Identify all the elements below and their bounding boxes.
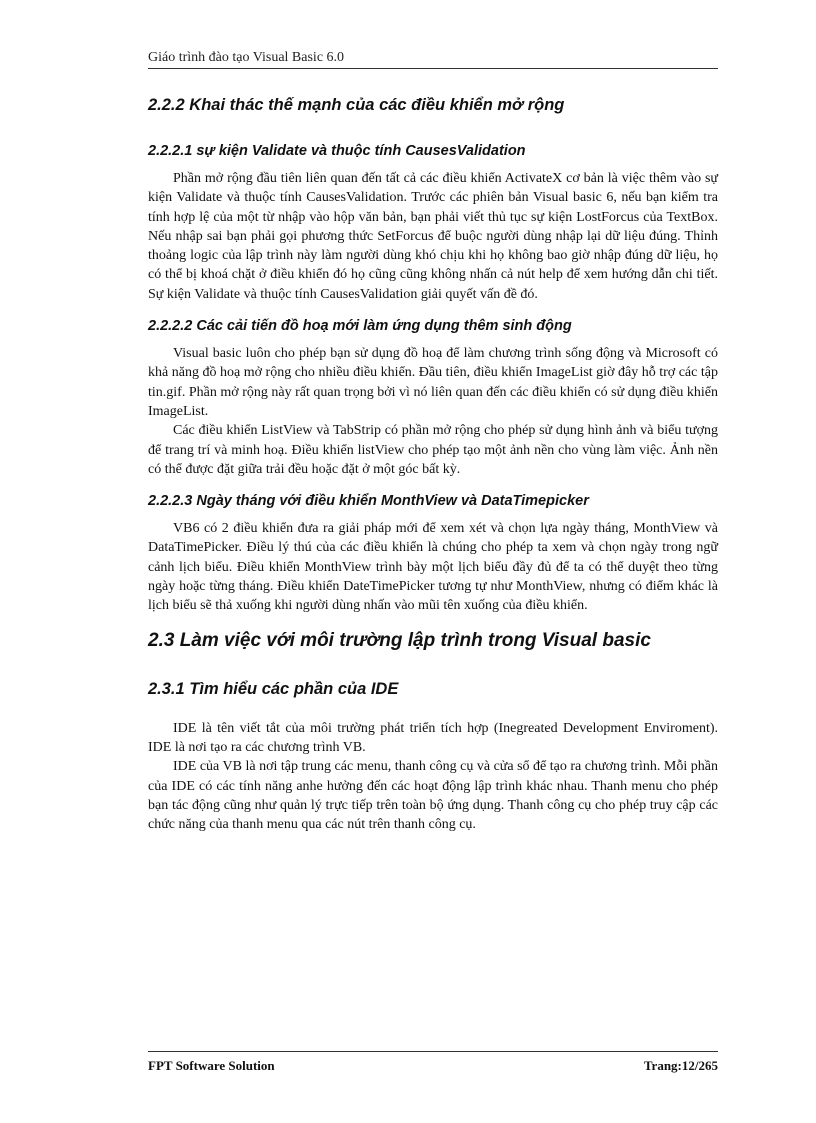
heading-2-2-2: 2.2.2 Khai thác thế mạnh của các điều khiển mở rộng — [148, 96, 565, 114]
footer-page-number: Trang:12/265 — [643, 1058, 718, 1073]
page-header: Giáo trình đào tạo Visual Basic 6.0 — [148, 50, 718, 69]
paragraph: IDE của VB là nơi tập trung các menu, thanh công cụ và cửa sổ để tạo ra chương trình. Mỗi phần của IDE có các tính năng anhe hưởng đến các hoạt động lập trình khác nhau. Thanh menu cho phép bạn tác động cũng như quản lý trực tiếp trên toàn bộ ứng dụng. Thanh công cụ cho phép truy cập các chức năng của thanh menu qua các nút trên thanh công cụ. — [148, 759, 718, 833]
paragraph: Visual basic luôn cho phép bạn sử dụng đồ hoạ để làm chương trình sống động và Microsoft có khả năng đồ hoạ mở rộng cho nhiều điều khiển. Đầu tiên, điều khiển ImageList giờ đây hỗ trợ các tập tin.gif. Phần mở rộng này rất quan trọng bởi vì nó liên quan đến các điều khiển có sử dụng điều khiển ImageList. — [148, 346, 718, 419]
paragraph: Phần mở rộng đầu tiên liên quan đến tất cả các điều khiển ActivateX cơ bản là việc thêm vào sự kiện Validate và thuộc tính CausesValidation. Trước các phiên bản Visual basic 6, nếu bạn kiểm tra tính hợp lệ của một từ nhập vào hộp văn bản, bạn phải viết thủ tục sự kiện LostForcus của TextBox. Nếu nhập sai bạn phải gọi phương thức SetForcus để buộc người dùng nhập lại dữ liệu đúng. Thỉnh thoảng logic của lập trình này làm người dùng khó chịu khi họ không bao giờ nhập đúng dữ liệu, họ có thể bị khoá chặt ở điều khiển đó họ cũng cũng không nhấn cả nút help để xem hướng dẫn chi tiết. Sự kiện Validate và thuộc tính CausesValidation giải quyết vấn đề đó. — [148, 171, 718, 302]
section-2-2-2-3 — [148, 493, 718, 615]
footer-company: FPT Software Solution — [148, 1058, 275, 1073]
page-content — [148, 96, 718, 848]
section-2-2-2-1 — [148, 143, 718, 304]
heading-2-3: 2.3 Làm việc với môi trường lập trình trong Visual basic — [148, 629, 651, 651]
heading-2-2-2-1: 2.2.2.1 sự kiện Validate và thuộc tính CausesValidation — [148, 143, 526, 159]
section-2-2-2-2 — [148, 318, 718, 479]
heading-2-3-1: 2.3.1 Tìm hiểu các phần của IDE — [148, 679, 399, 698]
heading-2-2-2-3: 2.2.2.3 Ngày tháng với điều khiển MonthView và DataTimepicker — [148, 493, 589, 510]
paragraph: IDE là tên viết tắt của môi trường phát triển tích hợp (Inegreated Development Enviroment). IDE là nơi tạo ra các chương trình VB. — [148, 720, 718, 755]
paragraph: Các điều khiển ListView và TabStrip có phần mở rộng cho phép sử dụng hình ảnh và biểu tượng để trang trí và minh hoạ. Điều khiển listView cho phép tạo một ảnh nền cho vùng làm việc. Ảnh nền có thể được đặt giữa trải đều hoặc đặt ở một góc bất kỳ. — [148, 423, 718, 477]
paragraph: VB6 có 2 điều khiển đưa ra giải pháp mới để xem xét và chọn lựa ngày tháng, MonthView và DataTimePicker. Điều lý thú của các điều khiển là chúng cho phép ta xem và chọn ngày trong ngữ cảnh lịch biểu. Điều khiển MonthView trình bày một lịch biểu đầy đủ để ta có thể duyệt theo từng ngày hoặc từng tháng. Điều khiển DateTimePicker tương tự như MonthView, nhưng có điểm khác là lịch biểu sẽ thả xuống khi người dùng nhấn vào mũi tên xuống của điều khiển. — [148, 521, 718, 614]
heading-2-2-2-2: 2.2.2.2 Các cải tiến đồ hoạ mới làm ứng dụng thêm sinh động — [148, 318, 572, 335]
page-footer — [148, 1051, 718, 1074]
section-2-3-1 — [148, 680, 718, 835]
